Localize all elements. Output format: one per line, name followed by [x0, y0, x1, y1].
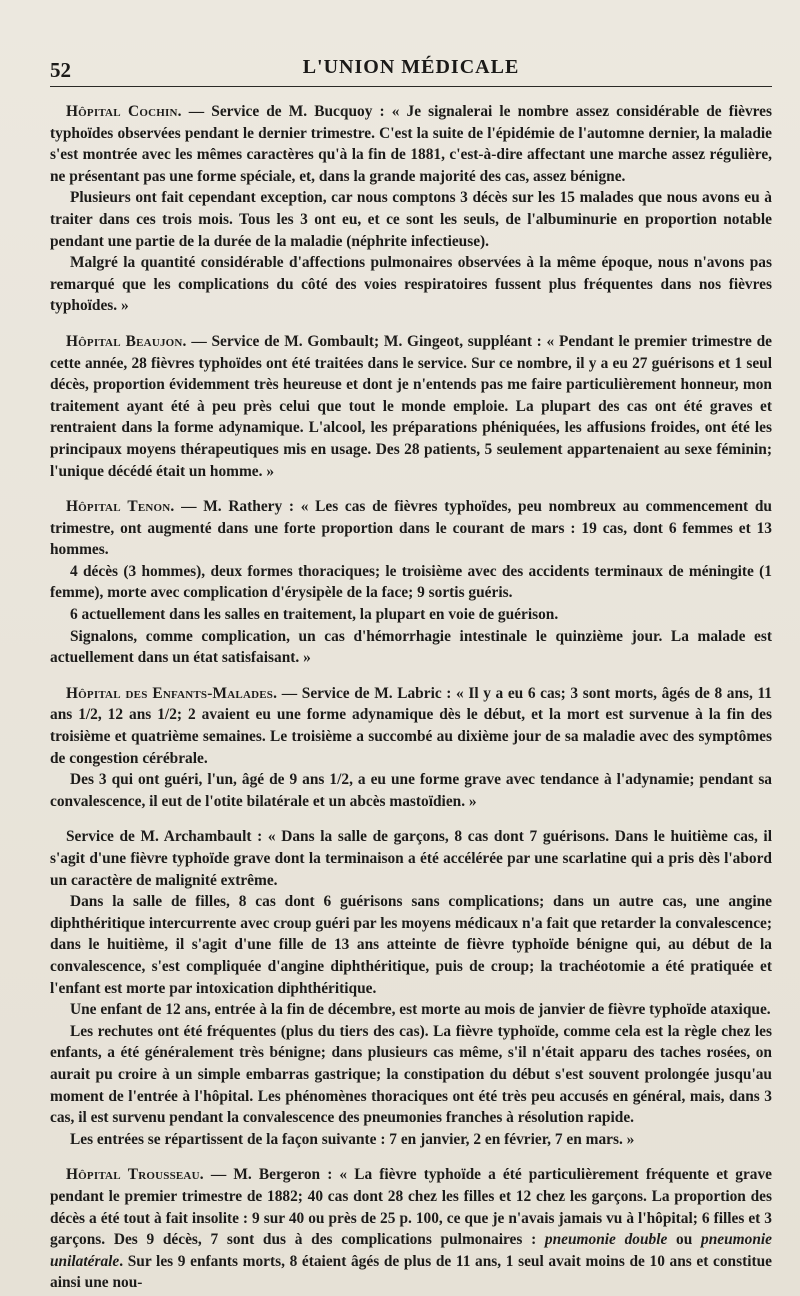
hospital-name: Hôpital Beaujon. — [66, 332, 187, 350]
page-number: 52 — [50, 58, 71, 82]
emphasis-text: pneumonie unilatérale — [50, 1231, 772, 1270]
paragraph — [50, 101, 772, 187]
journal-title: L'UNION MÉDICALE — [302, 56, 520, 78]
paragraph-text: — M. Rathery : « Les cas de fièvres typhoïdes, peu nombreux au commencement du trimestre, ont augmenté dans une forte proportion dans le courant de mars : 19 cas, dont 6 femmes et 13 hommes. — [50, 498, 772, 559]
section-beaujon — [50, 331, 772, 482]
paragraph: Les entrées se répartissent de la façon suivante : 7 en janvier, 2 en février, 7 en mars. » — [70, 1130, 635, 1148]
paragraph-text: — M. Bergeron : « La fièvre typhoïde a été particulièrement fréquente et grave pendant le premier trimestre de 1882; 40 cas dont 28 chez les filles et 12 chez les garçons. La proportion des décès a été tout à fait insolite : 9 sur 40 ou près de 25 p. 100, ce que je n'avais jamais vu à l'hôpital; 6 filles et 3 garçons. Des 9 décès, 7 sont dus à des complications pulmonaires : — [50, 1166, 773, 1249]
paragraph: Signalons, comme complication, un cas d'hémorrhagie intestinale le quinzième jour. La malade est actuellement dans un état satisfaisant. » — [50, 627, 772, 667]
paragraph: Service de M. Archambault : « Dans la salle de garçons, 8 cas dont 7 guérisons. Dans le huitième cas, il s'agit d'une fièvre typhoïde grave dont la terminaison a été accélérée par une scarlatine qui a pris dès l'abord un caractère de malignité extrême. — [50, 828, 772, 889]
hospital-name: Hôpital des Enfants-Malades. — [66, 684, 278, 702]
paragraph — [50, 331, 772, 482]
hospital-name: Hôpital Tenon. — [66, 498, 175, 516]
paragraph: Dans la salle de filles, 8 cas dont 6 guérisons sans complications; dans un autre cas, une angine diphthéritique intercurrente avec croup guéri par les moyens médicaux n'a fait que retarder la convalescence; dans le huitième, il s'agit d'une fille de 13 ans atteinte de fièvre typhoïde bénigne qui, au début de la convalescence, s'est compliquée d'angine diphthéritique, puis de croup; la trachéotomie a été pratiquée et l'enfant est morte par intoxication diphthéritique. — [50, 893, 772, 997]
paragraph-text: — Service de M. Bucquoy : « Je signalerai le nombre assez considérable de fièvres typhoïdes observées pendant le dernier trimestre. C'est la suite de l'épidémie de l'automne dernier, la maladie s'est montrée avec les mêmes caractères qu'à la fin de 1881, c'est-à-dire affectant une marche assez régulière, ne présentant pas une forme spéciale, et, dans la grande majorité des cas, assez bénigne. — [50, 103, 773, 185]
page-header — [50, 46, 772, 87]
paragraph — [50, 1164, 772, 1294]
section-enfants-malades — [50, 683, 772, 813]
paragraph-text: ou — [667, 1231, 702, 1249]
paragraph-text: — Service de M. Labric : « Il y a eu 6 cas; 3 sont morts, âgés de 8 ans, 11 ans 1/2, 12 ans 1/2; 2 avaient eu une forme adynamique dès le début, et la mort est survenue à la fin des troisième et quatrième semaines. Le troisième a succombé au dixième jour de sa maladie avec des symptômes de congestion cérébrale. — [50, 684, 772, 767]
section-archambault — [50, 826, 772, 1150]
emphasis-text: pneumonie double — [544, 1231, 668, 1249]
paragraph: Les rechutes ont été fréquentes (plus du tiers des cas). La fièvre typhoïde, comme cela est la règle chez les enfants, a été généralement très bénigne; dans plusieurs cas même, s'il n'était apparu des taches rosées, on aurait pu croire à un simple embarras gastrique; la constipation du début s'est souvent prolongée jusqu'au moment de l'entrée à l'hôpital. Les phénomènes thoraciques ont été très peu accusés en général, mais, dans 3 cas, il est survenu pendant la convalescence des pneumonies franches à résolution rapide. — [50, 1022, 772, 1127]
paragraph: Une enfant de 12 ans, entrée à la fin de décembre, est morte au mois de janvier de fièvre typhoïde ataxique. — [70, 1001, 771, 1019]
paragraph: Des 3 qui ont guéri, l'un, âgé de 9 ans 1/2, a eu une forme grave avec tendance à l'adynamie; pendant sa convalescence, il eut de l'otite bilatérale et un abcès mastoïdien. » — [50, 771, 772, 810]
paragraph: 6 actuellement dans les salles en traitement, la plupart en voie de guérison. — [70, 606, 559, 624]
paragraph-text: . Sur les 9 enfants morts, 8 étaient âgés de plus de 11 ans, 1 seul avait moins de 10 ans et constitue ainsi une nou- — [50, 1252, 772, 1292]
paragraph: Malgré la quantité considérable d'affections pulmonaires observées à la même époque, nous n'avons pas remarqué que les complications du côté des voies respiratoires fussent plus fréquentes dans nos fièvres typhoïdes. » — [50, 254, 772, 315]
paragraph: Plusieurs ont fait cependant exception, car nous comptons 3 décès sur les 15 malades que nous avons eu à traiter dans ces trois mois. Tous les 3 ont eu, et ce sont les seuls, de l'albuminurie en proportion notable pendant une partie de la durée de la maladie (néphrite infectieuse). — [50, 189, 772, 250]
paragraph: 4 décès (3 hommes), deux formes thoraciques; le troisième avec des accidents terminaux de méningite (1 femme), morte avec complication d'érysipèle de la face; 9 sortis guéris. — [50, 562, 772, 602]
section-trousseau — [50, 1164, 772, 1294]
paragraph-text: — Service de M. Gombault; M. Gingeot, suppléant : « Pendant le premier trimestre de cette année, 28 fièvres typhoïdes ont été traitées dans le service. Sur ce nombre, il y a eu 27 guérisons et 1 seul décès, proportion évidemment très heureuse et dont je n'entends pas me faire particulièrement honneur, mon traitement ayant été à peu près celui que tout le monde emploie. La plupart des cas ont été graves et rentraient dans la forme adynamique. L'alcool, les préparations phéniquées, les affusions froides, ont été les principaux moyens thérapeutiques mis en usage. Des 28 patients, 5 seulement appartenaient au sexe féminin; l'unique décédé était un homme. » — [50, 332, 772, 480]
section-tenon — [50, 496, 772, 669]
paragraph — [50, 683, 772, 769]
paragraph — [50, 496, 772, 561]
section-cochin — [50, 101, 772, 317]
hospital-name: Hôpital Cochin. — [66, 103, 182, 120]
hospital-name: Hôpital Trousseau. — [66, 1166, 204, 1184]
